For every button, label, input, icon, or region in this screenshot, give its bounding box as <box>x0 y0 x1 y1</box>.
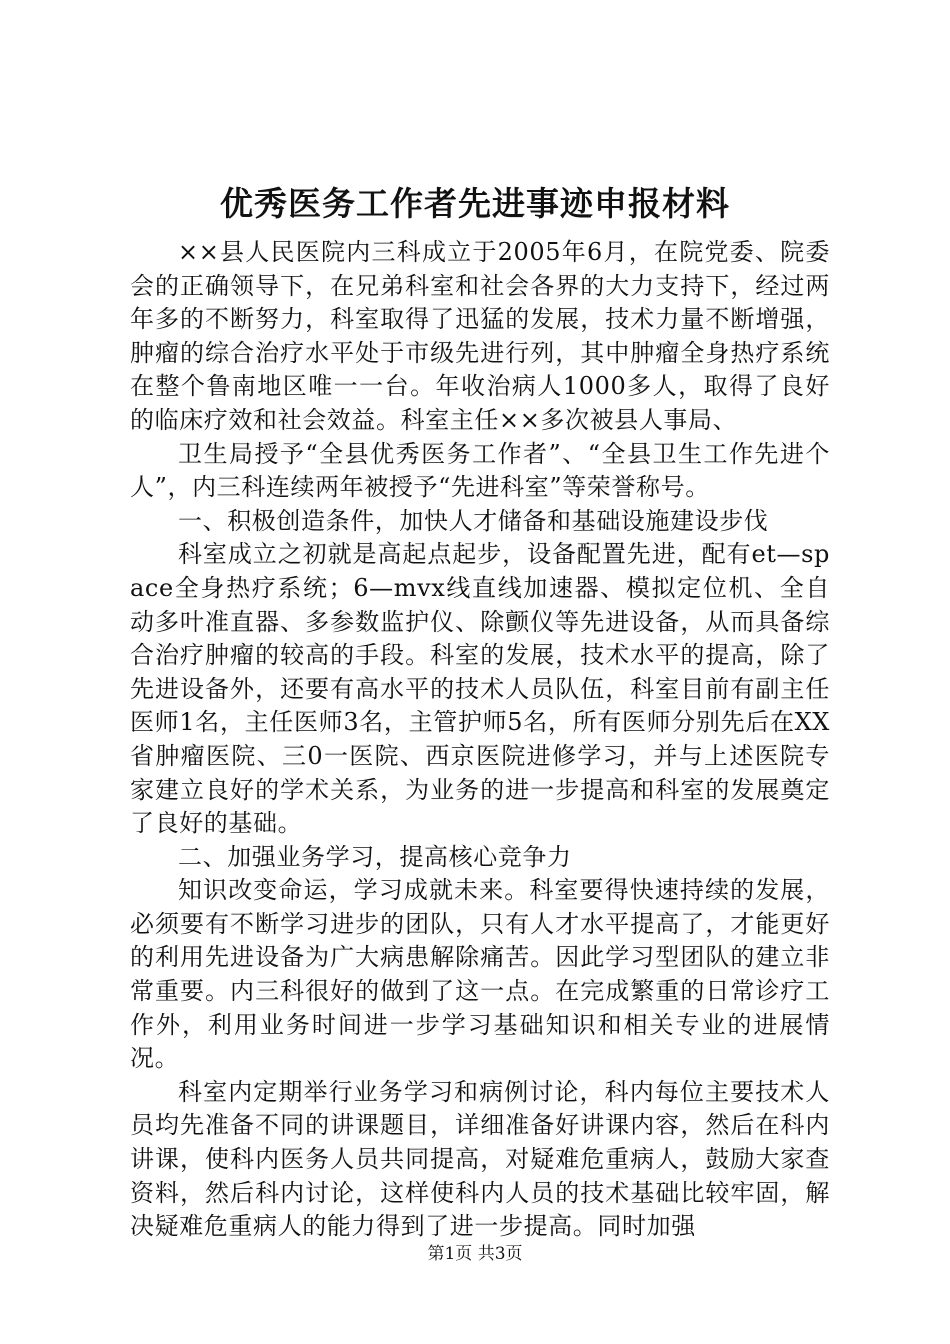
paragraph-equipment: 科室成立之初就是高起点起步，设备配置先进，配有et—space全身热疗系统；6—mvx线直线加速器、模拟定位机、全自动多叶准直器、多参数监护仪、除颤仪等先进设备，从而具备综合治疗肿瘤的较高的手段。科室的发展，技术水平的提高，除了先进设备外，还要有高水平的技术人员队伍，科室目前有副主任医师1名，主任医师3名，主管护师5名，所有医师分别先后在XX省肿瘤医院、三0一医院、西京医院进修学习，并与上述医院专家建立良好的学术关系，为业务的进一步提高和科室的发展奠定了良好的基础。 <box>130 540 830 838</box>
paragraph-honors: 卫生局授予“全县优秀医务工作者”、“全县卫生工作先进个人”，内三科连续两年被授予“先进科室”等荣誉称号。 <box>130 439 830 502</box>
paragraph-discussion: 科室内定期举行业务学习和病例讨论，科内每位主要技术人员均先准备不同的讲课题目，详细准备好讲课内容，然后在科内讲课，使科内医务人员共同提高，对疑难危重病人，鼓励大家查资料，然后科内讨论，这样使科内人员的技术基础比较牢固，解决疑难危重病人的能力得到了进一步提高。同时加强 <box>130 1077 830 1241</box>
section-heading-2: 二、加强业务学习，提高核心竞争力 <box>178 842 572 871</box>
document-title: 优秀医务工作者先进事迹申报材料 <box>220 184 730 223</box>
document-body <box>130 236 830 1244</box>
page-number-footer: 第1页 共3页 <box>427 1244 523 1264</box>
paragraph-intro: ××县人民医院内三科成立于2005年6月，在院党委、院委会的正确领导下，在兄弟科室和社会各界的大力支持下，经过两年多的不断努力，科室取得了迅猛的发展，技术力量不断增强，肿瘤的综合治疗水平处于市级先进行列，其中肿瘤全身热疗系统在整个鲁南地区唯一一台。年收治病人1000多人，取得了良好的临床疗效和社会效益。科室主任××多次被县人事局、 <box>130 238 830 434</box>
section-heading-1: 一、积极创造条件，加快人才储备和基础设施建设步伐 <box>178 506 769 535</box>
paragraph-learning: 知识改变命运，学习成就未来。科室要得快速持续的发展，必须要有不断学习进步的团队，只有人才水平提高了，才能更好的利用先进设备为广大病患解除痛苦。因此学习型团队的建立非常重要。内三科很好的做到了这一点。在完成繁重的日常诊疗工作外，利用业务时间进一步学习基础知识和相关专业的进展情况。 <box>130 876 830 1073</box>
